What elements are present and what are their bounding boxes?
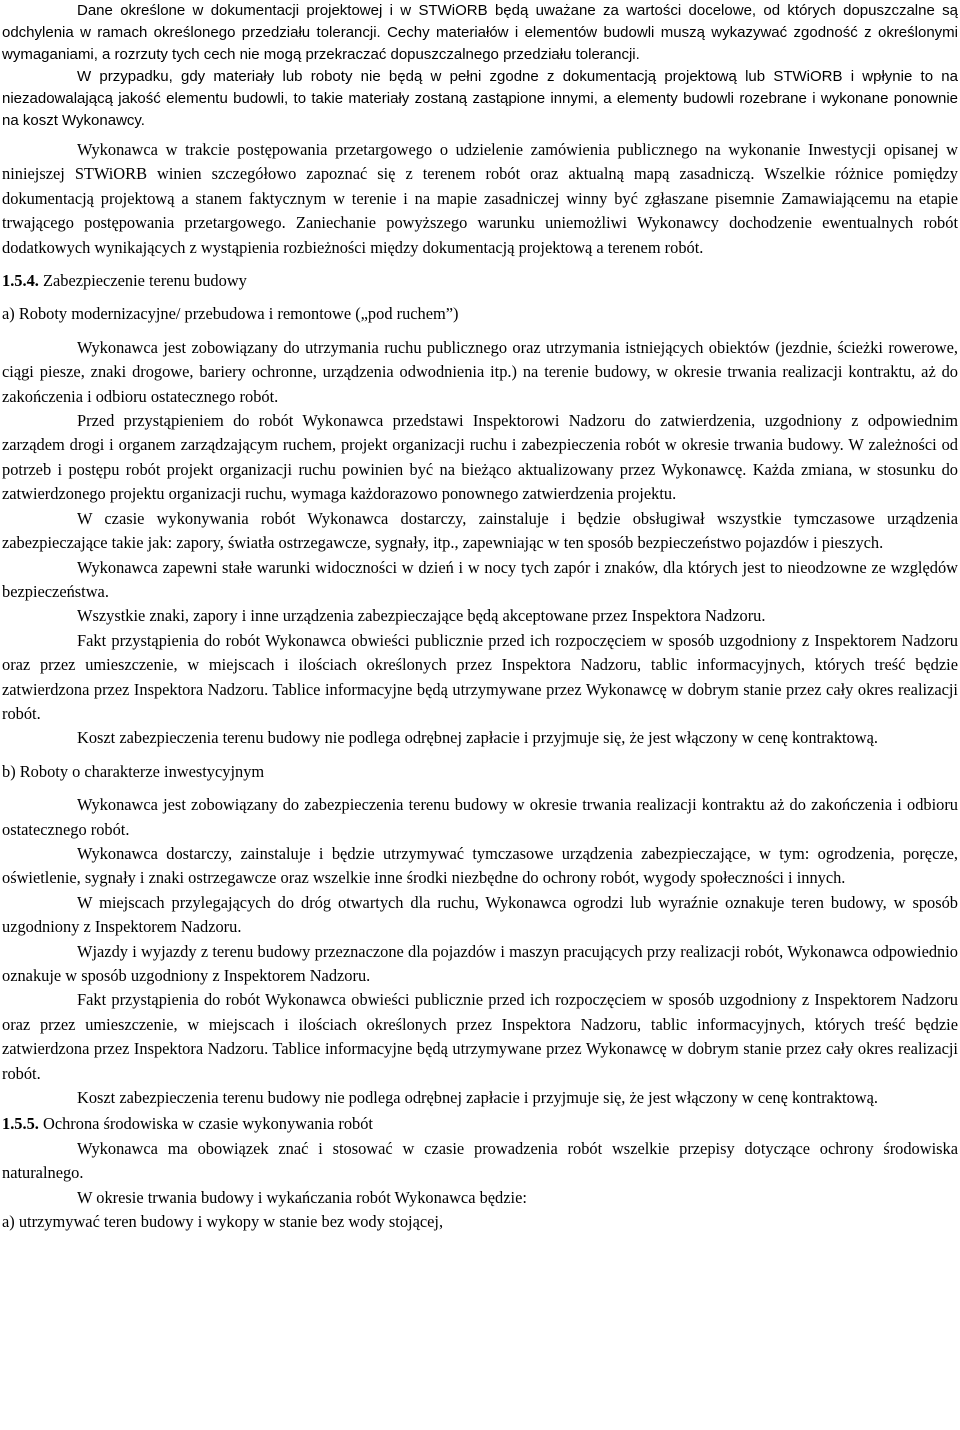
section-number: 1.5.4. [2,271,39,291]
section-1-5-4 [2,269,958,1110]
paragraph: Wykonawca ma obowiązek znać i stosować w czasie prowadzenia robót wszelkie przepisy dotyczące ochrony środowiska naturalnego. [2,1138,958,1183]
section-heading-1-5-4 [2,269,958,293]
subsection-label-b: b) Roboty o charakterze inwestycyjnym [2,761,265,781]
paragraph-tender: Wykonawca w trakcie postępowania przetargowego o udzielenie zamówienia publicznego na wykonanie Inwestycji opisanej w niniejszej STWiORB winien szczegółowo zapoznać się z terenem robót oraz aktualną mapą zasadniczą. Wszelkie różnice pomiędzy dokumentacją projektową a stanem faktycznym w terenie i na mapie zasadniczej winny być zgłaszane pisemnie Zamawiającemu na etapie trwającego postępowania przetargowego. Zaniechanie powyższego warunku uniemożliwi Wykonawcy dochodzenie ewentualnych robót dodatkowych wynikających z wystąpienia rozbieżności między dokumentacją projektową a terenem robót. [2,140,958,257]
paragraph: Fakt przystąpienia do robót Wykonawca obwieści publicznie przed ich rozpoczęciem w sposób uzgodniony z Inspektorem Nadzoru oraz przez umieszczenie, w miejscach i ilościach określonych przez Inspektora Nadzoru, tablic informacyjnych, których treść będzie zatwierdzona przez Inspektora Nadzoru. Tablice informacyjne będą utrzymywane przez Wykonawcę w dobrym stanie przez cały okres realizacji robót. [2,990,958,1083]
paragraph: Wykonawca jest zobowiązany do utrzymania ruchu publicznego oraz utrzymania istniejących obiektów (jezdnie, ścieżki rowerowe, ciągi piesze, znaki drogowe, bariery ochronne, urządzenia odwodnienia itp.) na terenie budowy, w okresie trwania realizacji kontraktu, aż do zakończenia i odbioru ostatecznego robót. [2,337,958,406]
block-tender [2,138,958,260]
paragraph: Wykonawca jest zobowiązany do zabezpieczenia terenu budowy w okresie trwania realizacji kontraktu aż do zakończenia i odbioru ostatecznego robót. [2,795,958,839]
list-item: a) utrzymywać teren budowy i wykopy w stanie bez wody stojącej, [2,1212,444,1232]
subsection-label-a: a) Roboty modernizacyjne/ przebudowa i remontowe („pod ruchem”) [2,304,459,324]
paragraph: W okresie trwania budowy i wykańczania robót Wykonawca będzie: [77,1187,527,1207]
paragraph: Wszystkie znaki, zapory i inne urządzenia zabezpieczające będą akceptowane przez Inspektora Nadzoru. [77,606,766,626]
paragraph: Wjazdy i wyjazdy z terenu budowy przeznaczone dla pojazdów i maszyn pracujących przy realizacji robót, Wykonawca odpowiednio oznakuje w sposób uzgodniony z Inspektorem Nadzoru. [2,941,958,985]
block-tolerances [2,0,958,132]
paragraph: W miejscach przylegających do dróg otwartych dla ruchu, Wykonawca ogrodzi lub wyraźnie oznakuje teren budowy, w sposób uzgodniony z Inspektorem Nadzoru. [2,892,958,937]
paragraph: Koszt zabezpieczenia terenu budowy nie podlega odrębnej zapłacie i przyjmuje się, że jest włączony w cenę kontraktową. [77,1088,878,1108]
paragraph: W czasie wykonywania robót Wykonawca dostarczy, zainstaluje i będzie obsługiwał wszystkie tymczasowe urządzenia zabezpieczające takie jak: zapory, światła ostrzegawcze, sygnały, itp., zapewniając w ten sposób bezpieczeństwo pojazdów i pieszych. [2,508,958,553]
paragraph: Koszt zabezpieczenia terenu budowy nie podlega odrębnej zapłacie i przyjmuje się, że jest włączony w cenę kontraktową. [77,728,878,748]
paragraph: Wykonawca zapewni stałe warunki widoczności w dzień i w nocy tych zapór i znaków, dla których jest to nieodzowne ze względów bezpieczeństwa. [2,557,958,601]
paragraph: Fakt przystąpienia do robót Wykonawca obwieści publicznie przed ich rozpoczęciem w sposób uzgodniony z Inspektorem Nadzoru oraz przez umieszczenie, w miejscach i ilościach określonych przez Inspektora Nadzoru, tablic informacyjnych, których treść będzie zatwierdzona przez Inspektora Nadzoru. Tablice informacyjne będą utrzymywane przez Wykonawcę w dobrym stanie przez cały okres realizacji robót. [2,630,958,723]
paragraph: Przed przystąpieniem do robót Wykonawca przedstawi Inspektorowi Nadzoru do zatwierdzenia, uzgodniony z odpowiednim zarządem drogi i organem zarządzającym ruchem, projekt organizacji ruchu i zabezpieczenia robót w okresie trwania budowy. W zależności od potrzeb i postępu robót projekt organizacji ruchu powinien być na bieżąco aktualizowany przez Wykonawcę. Każda zmiana, w stosunku do zatwierdzonego projektu organizacji ruchu, wymaga każdorazowo ponownego zatwierdzenia projektu. [2,411,958,504]
section-heading-1-5-5 [2,1112,958,1136]
section-number: 1.5.5. [2,1114,39,1134]
section-title: Ochrona środowiska w czasie wykonywania robót [38,1114,373,1134]
paragraph-tolerances: Dane określone w dokumentacji projektowej i w STWiORB będą uważane za wartości docelowe, od których dopuszczalne są odchylenia w ramach określonego przedziału tolerancji. Cechy materiałów i elementów budowli muszą wykazywać zgodność z określonymi wymaganiami, a rozrzuty tych cech nie mogą przekraczać dopuszczalnego przedziału tolerancji. [2,2,958,63]
paragraph-nonconforming: W przypadku, gdy materiały lub roboty nie będą w pełni zgodne z dokumentacją projektową lub STWiORB i wpłynie to na niezadowalającą jakość elementu budowli, to takie materiały zostaną zastąpione innymi, a elementy budowli rozebrane i wykonane ponownie na koszt Wykonawcy. [2,68,958,129]
section-1-5-5 [2,1112,958,1234]
section-title: Zabezpieczenie terenu budowy [38,271,247,291]
paragraph: Wykonawca dostarczy, zainstaluje i będzie utrzymywać tymczasowe urządzenia zabezpieczające, w tym: ogrodzenia, poręcze, oświetlenie, sygnały i znaki ostrzegawcze oraz wszelkie inne środki niezbędne do ochrony robót, wygody społeczności i innych. [2,843,958,888]
